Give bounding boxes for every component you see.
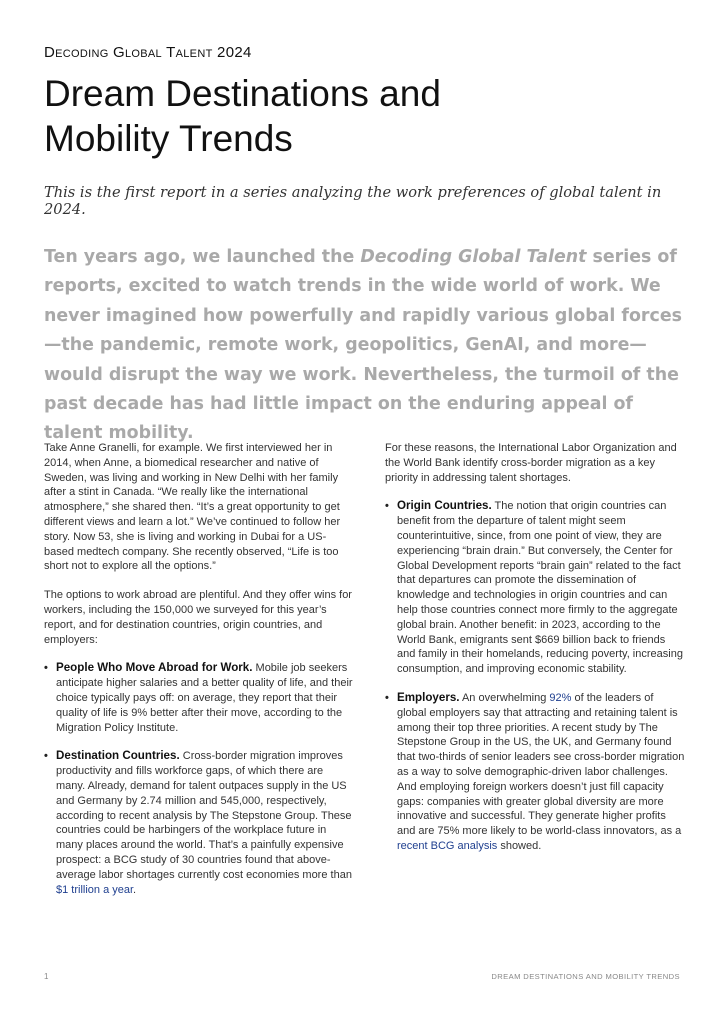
lead-part-1: Ten years ago, we launched the — [44, 247, 361, 267]
benefits-list-left — [44, 661, 354, 897]
anne-paragraph: Take Anne Granelli, for example. We first interviewed her in 2014, when Anne, a biomedical researcher and native of Sweden, was living and working in New Delhi with her family after a stint in Canada. “We really like the international atmosphere,” she shared then. “It’s a great opportunity to get different views and learn a lot.” We’ve continued to follow her story. Now 53, she is living and working in Dubai for a US-based medtech company. She recently observed, “Life is too short not to explore all the options.” — [44, 442, 341, 573]
bullet-term: People Who Move Abroad for Work. — [56, 661, 253, 675]
title-line-1: Dream Destinations and — [44, 73, 441, 114]
bullet-term: Origin Countries. — [397, 499, 492, 513]
reasons-paragraph: For these reasons, the International Labor Organization and the World Bank identify cross-border migration as a key priority in addressing talent shortages. — [385, 442, 677, 484]
trillion-link[interactable]: $1 trillion a year — [56, 883, 134, 896]
subtitle: This is the first report in a series analyzing the work preferences of global talent in 2024. — [44, 184, 662, 218]
bullet-end: . — [133, 883, 137, 896]
title-line-2: Mobility Trends — [44, 118, 293, 159]
list-item — [385, 499, 685, 677]
benefits-list-right — [385, 499, 685, 853]
right-column — [385, 441, 685, 868]
bullet-text: Mobile job seekers anticipate higher salaries and a better quality of life, and their choice typically pays off: on average, they report that their quality of life is 9% better after their move, according to the Migration Policy Institute. — [56, 662, 353, 734]
bullet-icon: • — [385, 691, 389, 704]
bullet-icon: • — [44, 662, 48, 675]
bullet-icon: • — [385, 500, 389, 513]
options-paragraph: The options to work abroad are plentiful. And they offer wins for workers, including the 150,000 we surveyed for this year’s report, and for destination countries, origin countries, and employers: — [44, 589, 352, 646]
bullet-icon: • — [44, 750, 48, 763]
page-title — [44, 71, 684, 161]
list-item — [44, 749, 354, 897]
list-item — [44, 661, 354, 735]
ninety-two-percent-link[interactable]: 92% — [549, 691, 572, 704]
page-number: 1 — [44, 972, 49, 981]
lead-part-2: series of reports, excited to watch trends in the wide world of work. We never imagined how powerfully and rapidly various global forces—the pandemic, remote work, geopolitics, GenAI, and more—would disrupt the way we work. Nevertheless, the turmoil of the past decade has had little impact on the enduring appeal of talent mobility. — [44, 247, 682, 444]
lead-paragraph — [44, 243, 692, 449]
series-label: Decoding Global Talent 2024 — [44, 44, 252, 61]
lead-emphasis: Decoding Global Talent — [360, 247, 587, 267]
bullet-term: Destination Countries. — [56, 749, 180, 763]
bullet-text: Cross-border migration improves productivity and fills workforce gaps, of which there are many. Already, demand for talent outpaces supply in the US and Germany by 2.74 million and 545,000, respectively, according to recent analysis by The Stepstone Group. These countries could be harbingers of the workplace future in many places around the world. That’s a painfully expensive prospect: a BCG study of 30 countries found that above-average labor shortages currently cost economies more than — [56, 750, 352, 881]
bullet-end: showed. — [497, 839, 542, 852]
bullet-text: of the leaders of global employers say that attracting and retaining talent is among their top three priorities. A recent study by The Stepstone Group in the US, the UK, and Germany found that two-thirds of senior leaders see cross-border migration as a way to solve demographic-driven labor challenges. And employing foreign workers doesn’t just fill capacity gaps: companies with greater global diversity are more innovative and successful. They generate higher profits and are 75% more likely to be world-class innovators, as a — [397, 691, 685, 838]
left-column — [44, 441, 354, 911]
bcg-analysis-link[interactable]: recent BCG analysis — [397, 839, 498, 852]
running-title: DREAM DESTINATIONS AND MOBILITY TRENDS — [491, 972, 680, 981]
bullet-text: The notion that origin countries can benefit from the departure of talent might seem counterintuitive, since, from one point of view, they are experiencing “brain drain.” But conversely, the Center for Global Development reports “brain gain” related to the fact that departures can promote the dissemination of knowledge and technologies in origin countries and can help those countries connect more firmly to the aggregate global brain. Another benefit: in 2023, according to the World Bank, emigrants sent $669 billion back to friends and family in their homelands, reducing poverty, increasing consumption, and improving economic stability. — [397, 500, 683, 676]
bullet-text: An overwhelming — [459, 691, 550, 704]
list-item — [385, 691, 685, 854]
bullet-term: Employers. — [397, 690, 460, 704]
